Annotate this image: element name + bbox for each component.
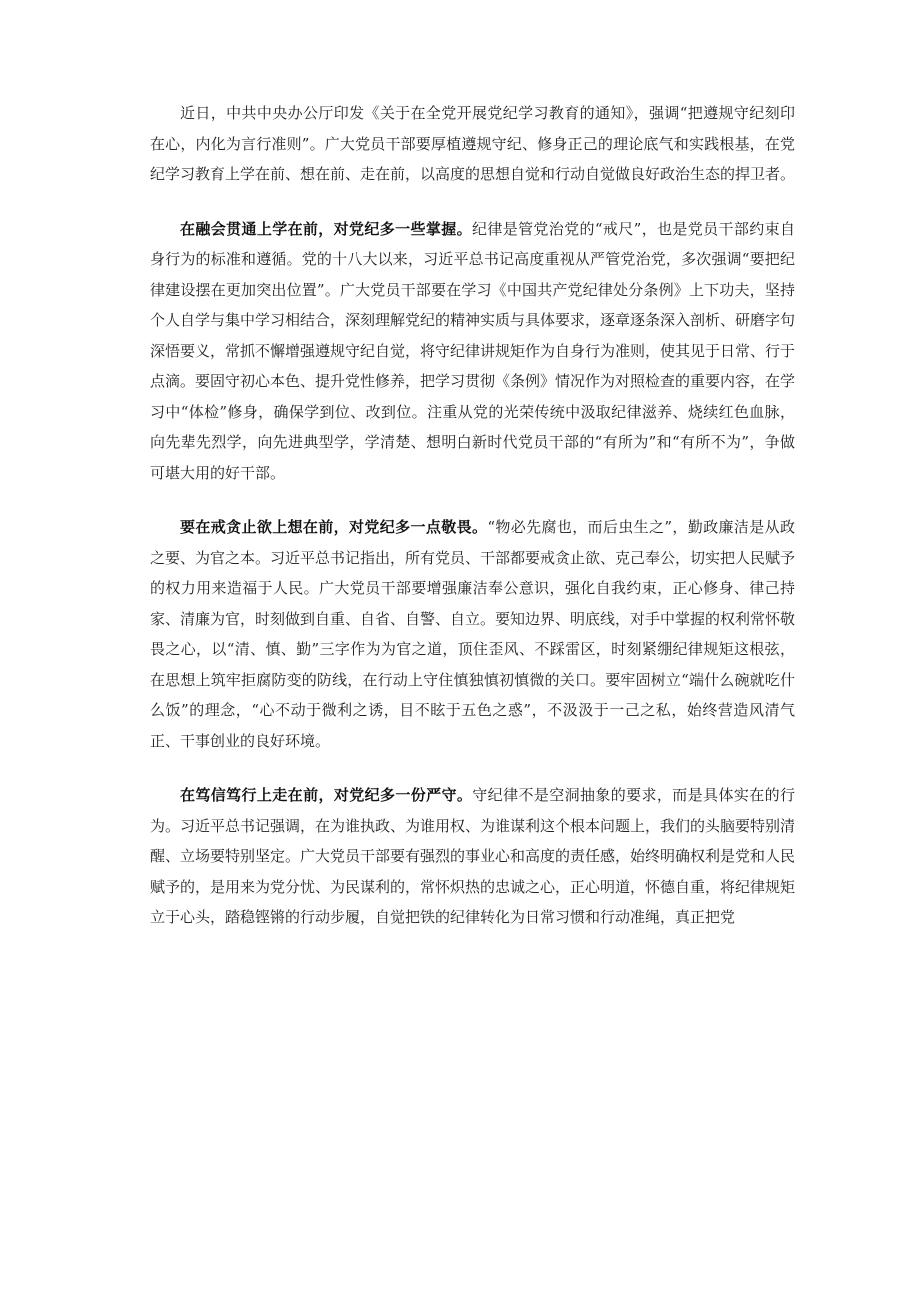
section-paragraph-practice [150,780,795,933]
section-text-study: 纪律是管党治党的“戒尺”，也是党员干部约束自身行为的标准和遵循。党的十八大以来，习近平总书记高度重视从严管党治党，多次强调“要把纪律建设摆在更加突出位置”。广大党员干部要在学习《中国共产党纪律处分条例》上下功夫，坚持个人自学与集中学习相结合，深刻理解党纪的精神实质与具体要求，逐章逐条深入剖析、研磨字句深悟要义，常抓不懈增强遵规守纪自觉，将守纪律讲规矩作为自身行为准则，使其见于日常、行于点滴。要固守初心本色、提升党性修养，把学习贯彻《条例》情况作为对照检查的重要内容，在学习中“体检”修身，确保学到位、改到位。注重从党的光荣传统中汲取纪律滋养、烧续红色血脉，向先辈先烈学，向先进典型学，学清楚、想明白新时代党员干部的“有所为”和“有所不为”，争做可堪大用的好干部。 [150,219,796,482]
section-text-practice: 守纪律不是空洞抽象的要求，而是具体实在的行为。习近平总书记强调，在为谁执政、为谁用权、为谁谋利这个根本问题上，我们的头脑要特别清醒、立场要特别坚定。广大党员干部要有强烈的事业心和高度的责任感，始终明确权利是党和人民赋予的，是用来为党分忧、为民谋利的，常怀炽热的忠诚之心，正心明道，怀德自重，将纪律规矩立于心头，踏稳铿锵的行动步履，自觉把铁的纪律转化为日常习惯和行动准绳，真正把党 [150,786,796,926]
section-heading-study: 在融会贯通上学在前，对党纪多一些掌握。 [180,219,472,238]
section-heading-practice: 在笃信笃行上走在前，对党纪多一份严守。 [180,786,473,804]
intro-paragraph-text: 近日，中共中央办公厅印发《关于在全党开展党纪学习教育的通知》，强调“把遵规守纪刻印在心，内化为言行准则”。广大党员干部要厚植遵规守纪、修身正己的理论底气和实践根基，在党纪学习教育上学在前、想在前、走在前，以高度的思想自觉和行动自觉做良好政治生态的捍卫者。 [150,104,796,183]
intro-paragraph [150,98,795,190]
section-paragraph-reverence [150,512,795,756]
section-heading-reverence: 要在戒贪止欲上想在前，对党纪多一点敬畏。 [180,518,488,536]
section-text-reverence: “物必先腐也，而后虫生之”，勤政廉洁是从政之要、为官之本。习近平总书记指出，所有党员、干部都要戒贪止欲、克己奉公，切实把人民赋予的权力用来造福于人民。广大党员干部要增强廉洁奉公意识，强化自我约束，正心修身、律己持家、清廉为官，时刻做到自重、自省、自警、自立。要知边界、明底线，对手中掌握的权利常怀敬畏之心，以“清、慎、勤”三字作为为官之道，顶住歪风、不踩雷区，时刻紧绷纪律规矩这根弦，在思想上筑牢拒腐防变的防线，在行动上守住慎独慎初慎微的关口。要牢固树立“端什么碗就吃什么饭”的理念，“心不动于微利之诱，目不眩于五色之惑”，不汲汲于一己之私，始终营造风清气正、干事创业的良好环境。 [150,518,796,750]
section-paragraph-study [150,214,795,489]
document-body [150,98,795,957]
